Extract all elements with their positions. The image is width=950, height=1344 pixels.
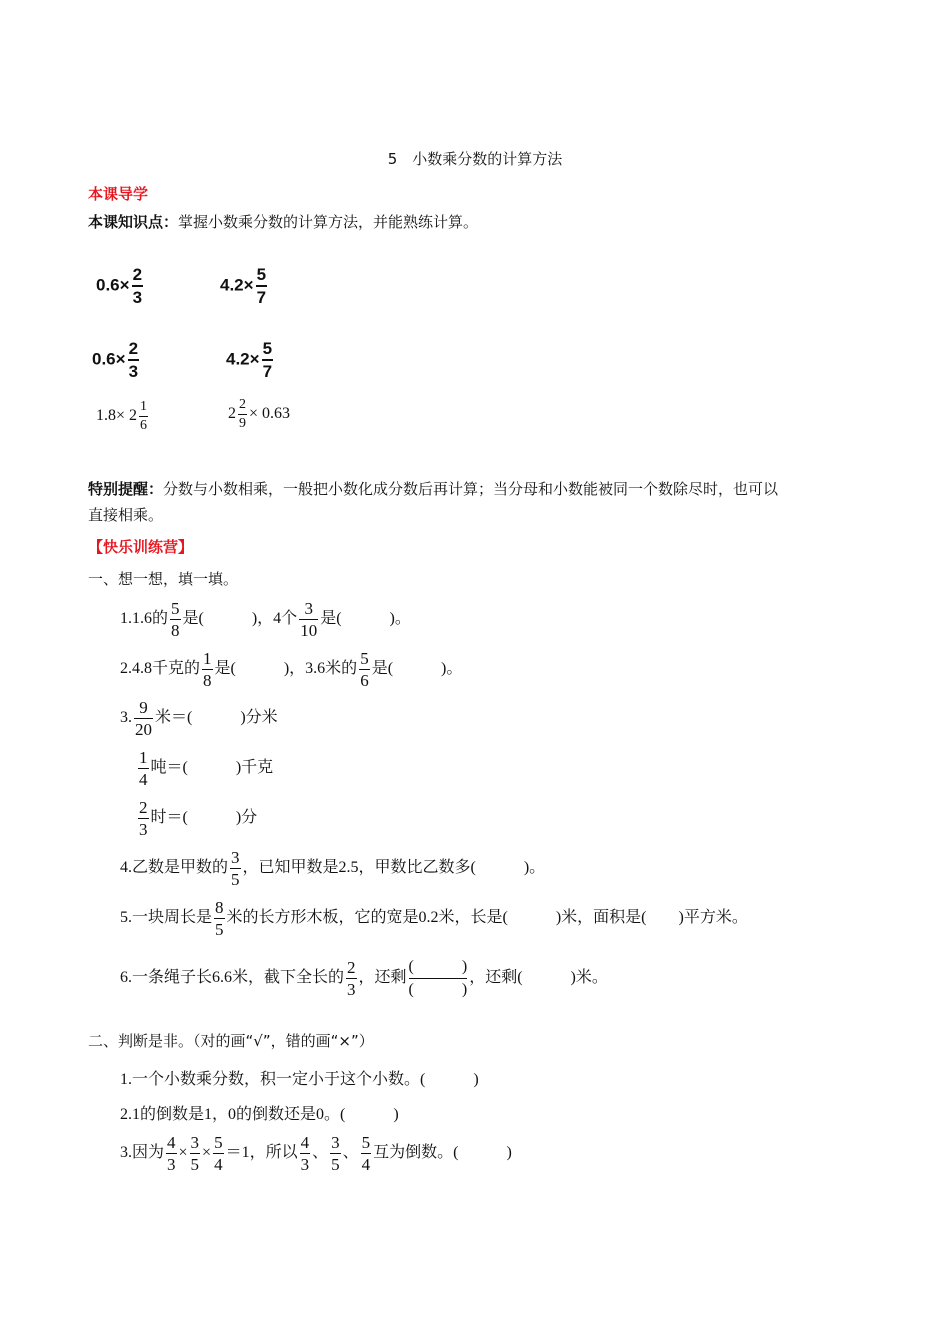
fraction: $\frac{4}{3}$ (167, 1133, 176, 1174)
fraction: $\frac{1}{4}$ (139, 748, 148, 789)
fraction: $\frac{9}{20}$ (135, 698, 152, 739)
knowledge-line (88, 211, 478, 232)
question-1-6: 6.一条绳子长6.6米，截下全长的 $\frac{2}{3}$ ，还剩 ( ) ( ) ，还剩( )米。 (120, 957, 608, 999)
fraction: $\frac{5}{6}$ (360, 649, 369, 690)
example-2a: 0.6× $\frac{2}{3}$ (92, 339, 139, 381)
fraction: $\frac{8}{5}$ (215, 898, 224, 939)
fraction: $\frac{3}{5}$ (231, 848, 240, 889)
question-1-3a: 3. $\frac{9}{20}$ 米＝( )分米 (120, 698, 278, 739)
reminder-line-2: 直接相乘。 (88, 506, 164, 524)
fraction: $\frac{2}{3}$ (139, 798, 148, 839)
knowledge-text: 掌握小数乘分数的计算方法，并能熟练计算。 (178, 213, 479, 231)
question-2-2: 2.1的倒数是1，0的倒数还是0。( ) (120, 1106, 399, 1123)
knowledge-label: 本课知识点： (88, 213, 179, 231)
fraction: $\frac{3}{5}$ (331, 1133, 340, 1174)
fraction: $\frac{3}{5}$ (190, 1133, 200, 1174)
fraction: $\frac{2}{9}$ (239, 397, 246, 431)
fraction: $\frac{2}{3}$ (347, 957, 356, 999)
fraction: $\frac{5}{4}$ (361, 1133, 371, 1174)
question-1-5: 5.一块周长是 $\frac{8}{5}$ 米的长方形木板，它的宽是0.2米，长是( )米，面积是( )平方米。 (120, 898, 748, 939)
fraction: $\frac{5}{8}$ (171, 599, 180, 640)
example-1b: 4.2× $\frac{5}{7}$ (220, 265, 267, 307)
reminder-line-1: 特别提醒：分数与小数相乘，一般把小数化成分数后再计算；当分母和小数能被同一个数除尽时，也可以 (88, 480, 779, 498)
example-3b: 2 $\frac{2}{9}$ × 0.63 (228, 397, 291, 431)
reminder-label: 特别提醒： (88, 480, 164, 498)
fraction: $\frac{3}{10}$ (300, 599, 318, 640)
question-1-4: 4.乙数是甲数的 $\frac{3}{5}$ ，已知甲数是2.5，甲数比乙数多( )。 (120, 848, 546, 889)
example-2b: 4.2× $\frac{5}{7}$ (226, 339, 273, 381)
fraction: $\frac{5}{4}$ (214, 1133, 223, 1174)
question-1-3b: $\frac{1}{4}$ 吨＝( )千克 (139, 748, 274, 789)
question-1-3c: $\frac{2}{3}$ 时＝( )分 (139, 798, 258, 839)
example-3a: 1.8× 2 $\frac{1}{6}$ (96, 399, 148, 433)
question-2-1: 1.一个小数乘分数，积一定小于这个小数。( ) (120, 1071, 479, 1088)
example-1a: 0.6× $\frac{2}{3}$ (96, 265, 143, 307)
question-1-2: 2.4.8千克的 $\frac{1}{8}$ 是( )，3.6米的 $\frac{5}{6}$ 是( )。 (120, 649, 463, 690)
fraction: $\frac{2}{3}$ (128, 339, 139, 381)
page-title: 5 小数乘分数的计算方法 (387, 150, 563, 168)
question-1-1: 1.1.6的 $\frac{5}{8}$ 是( )，4个 $\frac{3}{10}$ 是( )。 (120, 599, 411, 640)
fraction: $\frac{2}{3}$ (132, 265, 143, 307)
guide-heading: 本课导学 (88, 185, 149, 203)
fraction: $\frac{5}{7}$ (256, 265, 267, 307)
part1-heading: 一、想一想，填一填。 (88, 570, 239, 588)
fraction: $\frac{1}{6}$ (140, 399, 148, 433)
question-2-3: 3.因为 $\frac{4}{3}$ × $\frac{3}{5}$ × $\frac{5}{4}$ ＝1，所以 $\frac{4}{3}$ 、 $\frac{3}{5}$ 、 $\frac{5}{4}$ 互为倒数。( ) (120, 1133, 512, 1174)
fraction: $\frac{4}{3}$ (300, 1133, 310, 1174)
fraction: $\frac{5}{7}$ (262, 339, 273, 381)
camp-heading: 【快乐训练营】 (88, 538, 194, 556)
fraction: $\frac{1}{8}$ (203, 649, 212, 690)
blank-fraction[interactable]: ( ) ( ) (408, 958, 468, 998)
part2-heading: 二、判断是非。（对的画“√”，错的画“×”） (88, 1032, 374, 1050)
